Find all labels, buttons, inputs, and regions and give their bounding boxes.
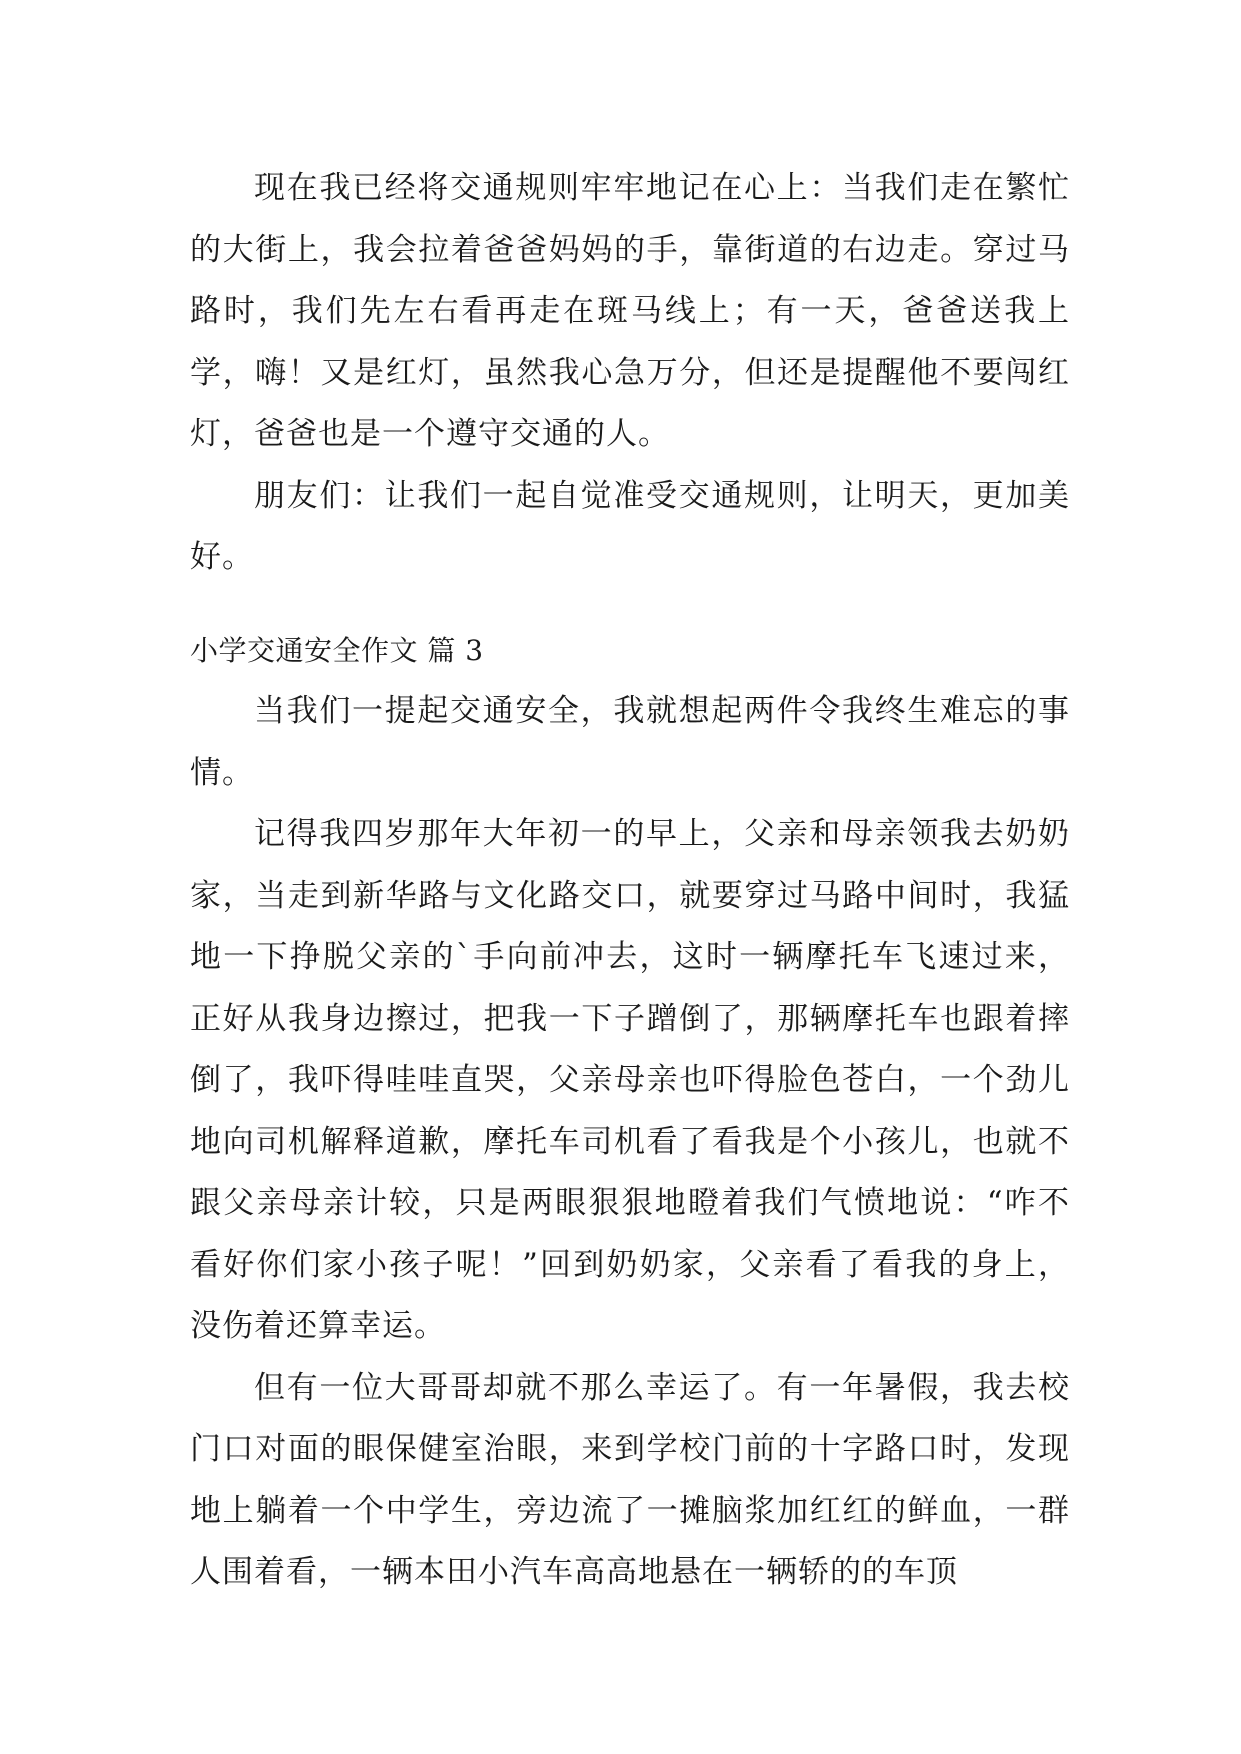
paragraph-student-accident: 但有一位大哥哥却就不那么幸运了。有一年暑假，我去校门口对面的眼保健室治眼，来到学校门前的十字路口时，发现地上躺着一个中学生，旁边流了一摊脑浆加红红的鲜血，一群人围着看，一辆本田小汽车高高地悬在一辆轿的的车顶 [190, 1369, 1070, 1590]
paragraph-motorcycle-story: 记得我四岁那年大年初一的早上，父亲和母亲领我去奶奶家，当走到新华路与文化路交口，就要穿过马路中间时，我猛地一下挣脱父亲的`手向前冲去，这时一辆摩托车飞速过来，正好从我身边擦过，把我一下子蹭倒了，那辆摩托车也跟着摔倒了，我吓得哇哇直哭，父亲母亲也吓得脸色苍白，一个劲儿地向司机解释道歉，摩托车司机看了看我是个小孩儿，也就不跟父亲母亲计较，只是两眼狠狠地瞪着我们气愤地说：“咋不看好你们家小孩子呢！”回到奶奶家，父亲看了看我的身上，没伤着还算幸运。 [190, 816, 1070, 1344]
paragraph-intro: 当我们一提起交通安全，我就想起两件令我终生难忘的事情。 [190, 693, 1070, 791]
section-title: 小学交通安全作文 篇 3 [190, 633, 484, 667]
paragraph-traffic-rules: 现在我已经将交通规则牢牢地记在心上：当我们走在繁忙的大街上，我会拉着爸爸妈妈的手，靠街道的右边走。穿过马路时，我们先左右看再走在斑马线上；有一天，爸爸送我上学，嗨！又是红灯，虽然我心急万分，但还是提醒他不要闯红灯，爸爸也是一个遵守交通的人。 [190, 170, 1070, 452]
document-body [190, 158, 1070, 1604]
paragraph-friends-appeal: 朋友们：让我们一起自觉准受交通规则，让明天，更加美好。 [190, 477, 1070, 575]
